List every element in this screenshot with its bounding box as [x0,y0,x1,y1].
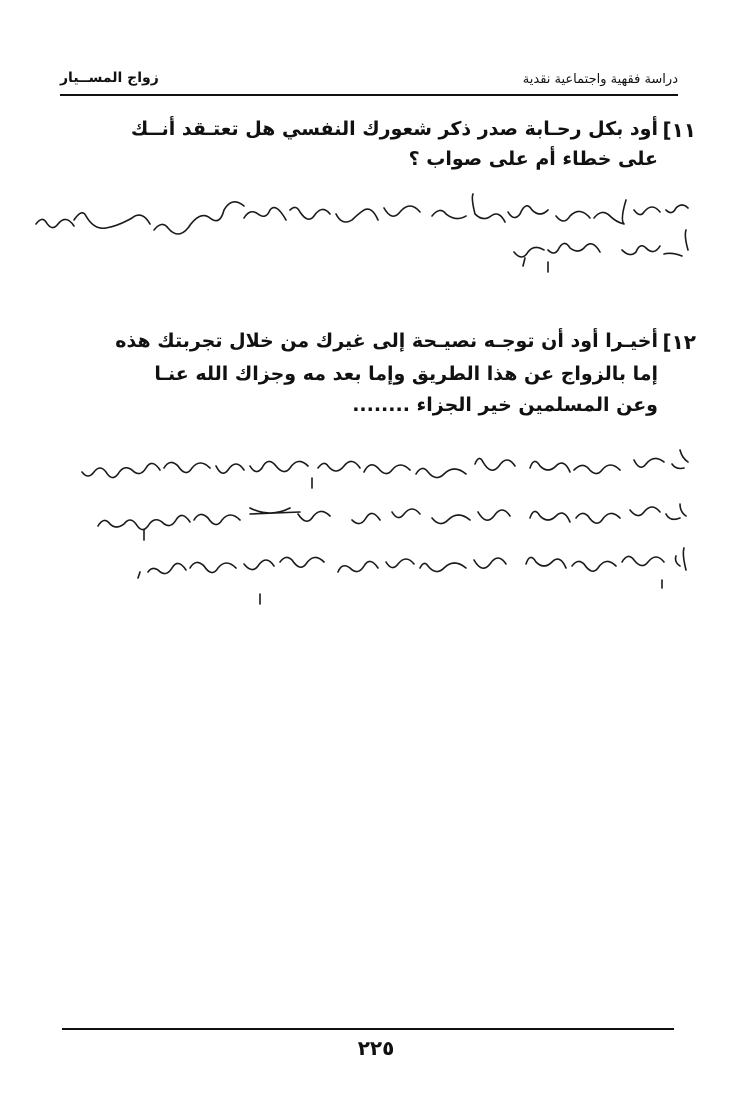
question-number: ١١] [662,118,696,142]
question-line: أخيـرا أود أن توجـه نصيـحة إلى غيرك من خلال تجربتك هذه [115,330,658,352]
running-header [60,64,678,98]
header-book-title: زواج المســيار [60,70,159,86]
footer-rule [62,1028,674,1030]
question-number: ١٢] [662,330,696,354]
question-11 [56,118,696,178]
question-line: على خطاء أم على صواب ؟ [408,148,658,170]
question-line: إما بالزواج عن هذا الطريق وإما بعد مه وجزاك الله عنـا [154,363,658,385]
header-rule [60,94,678,96]
question-line: وعن المسلمين خير الجزاء ........ [352,394,658,416]
question-12 [56,330,696,425]
header-subtitle: دراسة فقهية واجتماعية نقدية [522,72,678,87]
question-line: أود بكل رحـابة صدر ذكر شعورك النفسي هل تعتـقد أنــك [130,118,658,140]
page-number: ٢٢٥ [357,1036,395,1060]
